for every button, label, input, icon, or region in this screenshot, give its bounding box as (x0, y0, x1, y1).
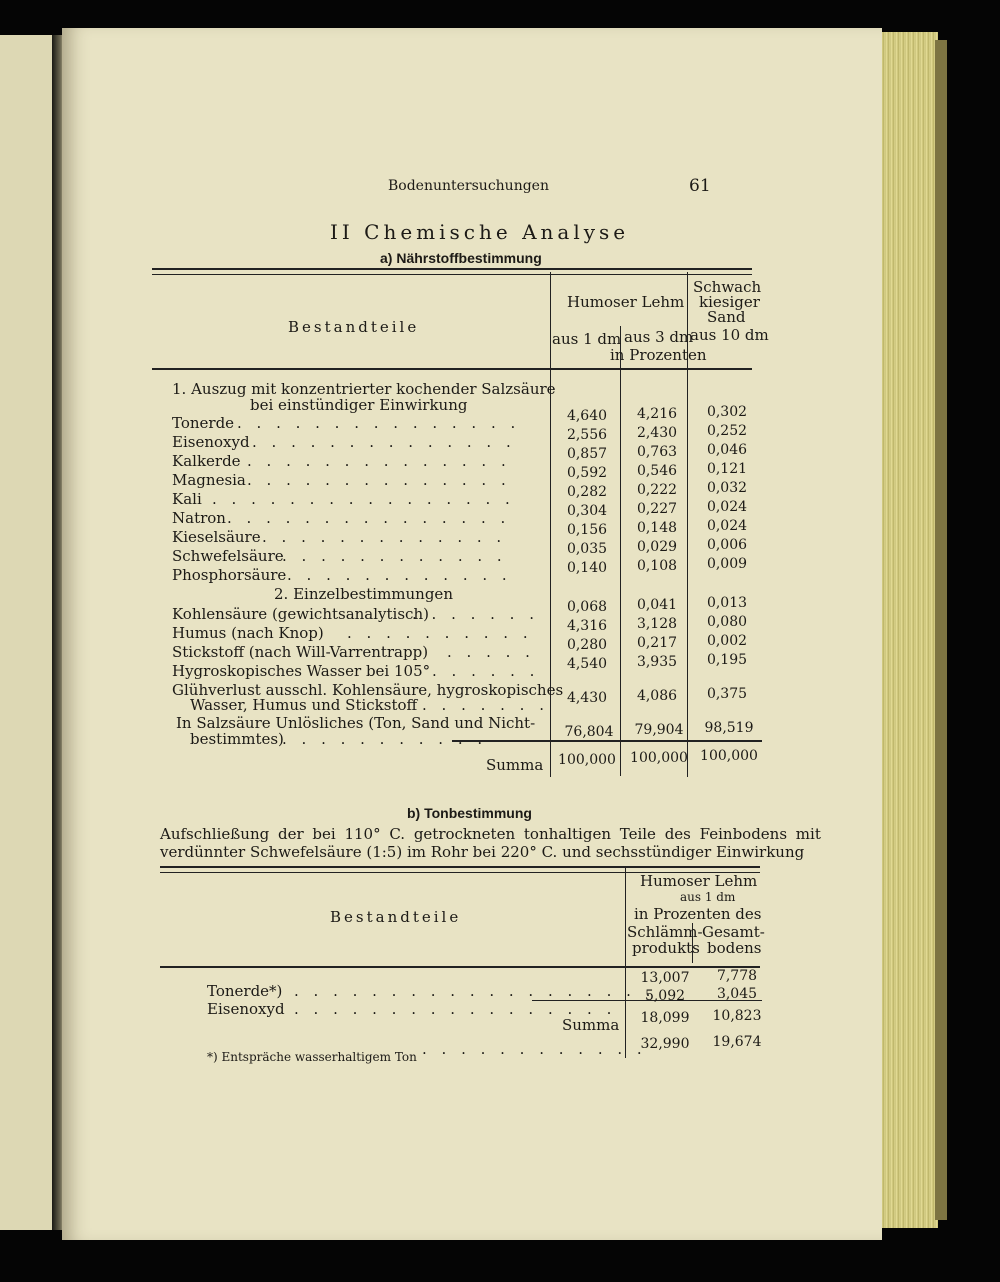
cell-1dm: 0,035 (566, 541, 608, 557)
row-label: Natron (172, 509, 226, 527)
summa-gesamt: 10,823 (712, 1008, 762, 1024)
cell-3dm: 4,086 (636, 688, 678, 704)
dot-leader: . . . . . . . . . . . . . . . . . (294, 1000, 617, 1018)
dot-leader: . . . . . . . . . . . . . . (247, 471, 511, 489)
cell-3dm: 2,430 (636, 425, 678, 441)
cell-1dm: 4,540 (566, 656, 608, 672)
row-label: Magnesia (172, 471, 246, 489)
cell-1dm: 0,280 (566, 637, 608, 653)
cell-1dm: 76,804 (564, 724, 614, 740)
table-a-col-10dm: aus 10 dm (690, 326, 769, 344)
row-label: Tonerde*) (207, 982, 283, 1000)
table-b-col-bestandteile: Bestandteile (330, 908, 462, 926)
table-a-col-schwach-3: Sand (707, 308, 746, 326)
cell-1dm: 0,304 (566, 503, 608, 519)
cell-10dm: 0,080 (706, 614, 748, 630)
cell-1dm: 2,556 (566, 427, 608, 443)
cell-3dm: 0,148 (636, 520, 678, 536)
footnote-schlaemm: 32,990 (640, 1036, 690, 1052)
cell-3dm: 0,029 (636, 539, 678, 555)
table-b-top-rule (160, 866, 760, 868)
row-label-cont: bestimmtes) (190, 730, 284, 748)
row-label: Kieselsäure (172, 528, 261, 546)
row-label: Eisenoxyd (207, 1000, 285, 1018)
dot-leader: . . . . . . . . . . . . (422, 1040, 647, 1058)
facing-page-edge (0, 35, 54, 1230)
cell-10dm: 0,375 (706, 686, 748, 702)
book-cover-edge (935, 40, 947, 1220)
cell-10dm: 0,032 (706, 480, 748, 496)
footnote: *) Entspräche wasserhaltigem Ton (207, 1050, 417, 1064)
cell-1dm: 0,282 (566, 484, 608, 500)
summa-3dm: 100,000 (630, 750, 688, 766)
cell-3dm: 0,763 (636, 444, 678, 460)
dot-leader: . . . . . . . . . . . . . . . . . . . (294, 982, 656, 1000)
page-number: 61 (689, 176, 711, 196)
dot-leader: . . . . . . . . . . . . (287, 566, 512, 584)
row-label: In Salzsäure Unlösliches (Ton, Sand und Nicht- (176, 714, 536, 732)
table-a-top-rule-thin (152, 274, 752, 275)
dot-leader: . . . . . . . . . . . . . . (247, 452, 511, 470)
table-b-intro-cont: verdünnter Schwefelsäure (1:5) im Rohr bei 220° C. und sechsstündiger Einwirkung (160, 843, 805, 861)
cell-3dm: 0,217 (636, 635, 678, 651)
cell-1dm: 4,640 (566, 408, 608, 424)
dot-leader: . . . . . . . (412, 605, 539, 623)
table-a-in-prozenten: in Prozenten (610, 346, 707, 364)
cell-10dm: 0,024 (706, 499, 748, 515)
dot-leader: . . . . . . . . . . . . . . . . (212, 490, 515, 508)
cell-1dm: 4,316 (566, 618, 608, 634)
table-a-col-3dm: aus 3 dm (624, 328, 694, 346)
cell-10dm: 0,195 (706, 652, 748, 668)
group1-heading: 1. Auszug mit konzentrierter kochender Salzsäure (172, 380, 556, 398)
table-b-col-schlaemm: Schlämm- (627, 923, 703, 941)
row-label: Humus (nach Knop) (172, 624, 324, 642)
cell-1dm: 0,068 (566, 599, 608, 615)
table-b-intro: Aufschließung der bei 110° C. getrockneten tonhaltigen Teile des Feinbodens mit (160, 825, 821, 843)
table-a-col-bestandteile: Bestandteile (288, 318, 420, 336)
summa-1dm: 100,000 (558, 752, 616, 768)
dot-leader: . . . . . . . (422, 696, 549, 714)
cell-3dm: 0,108 (636, 558, 678, 574)
dot-leader: . . . . . . . . . . (347, 624, 533, 642)
dot-leader: . . . . . (447, 643, 535, 661)
row-label: Schwefelsäure (172, 547, 284, 565)
summa-10dm: 100,000 (700, 748, 758, 764)
table-a-summa-rule (452, 740, 762, 742)
table-a-col-1dm: aus 1 dm (552, 330, 622, 348)
cell-10dm: 0,006 (706, 537, 748, 553)
dot-leader: . . . . . . . . . . . . (282, 547, 507, 565)
table-b-vline-1 (625, 868, 626, 1058)
table-a-subtitle: a) Nährstoffbestimmung (380, 250, 542, 266)
table-b-col-humoser: Humoser Lehm (640, 872, 758, 890)
cell-gesamt: 7,778 (716, 968, 758, 984)
dot-leader: . . . . . . . . . . . . . (262, 528, 507, 546)
cell-10dm: 0,009 (706, 556, 748, 572)
row-label: Eisenoxyd (172, 433, 250, 451)
cell-3dm: 79,904 (634, 722, 684, 738)
table-b-col-gesamt: Gesamt- (702, 923, 765, 941)
table-a-summa-label: Summa (486, 756, 544, 774)
cell-10dm: 0,046 (706, 442, 748, 458)
table-a-col-humoser: Humoser Lehm (567, 293, 685, 311)
row-label: Kali (172, 490, 202, 508)
cell-1dm: 0,592 (566, 465, 608, 481)
dot-leader: . . . . . . . . . . . . . . (252, 433, 516, 451)
cell-10dm: 98,519 (704, 720, 754, 736)
table-b-col-in-prozenten: in Prozenten des (634, 905, 762, 923)
row-label: Glühverlust ausschl. Kohlensäure, hygroskopisches (172, 681, 564, 699)
table-a-top-rule (152, 268, 752, 270)
cell-schlaemm: 13,007 (640, 970, 690, 986)
table-a-col-schwach-1: Schwach (693, 278, 762, 296)
summa-schlaemm: 18,099 (640, 1010, 690, 1026)
section-title: II Chemische Analyse (330, 220, 630, 244)
table-b-col-aus1dm: aus 1 dm (680, 890, 736, 904)
cell-10dm: 0,302 (706, 404, 748, 420)
dot-leader: . . . . . . (432, 662, 540, 680)
cell-1dm: 0,857 (566, 446, 608, 462)
table-b-header-rule (160, 966, 760, 968)
cell-3dm: 0,041 (636, 597, 678, 613)
cell-10dm: 0,024 (706, 518, 748, 534)
cell-3dm: 0,222 (636, 482, 678, 498)
running-title: Bodenuntersuchungen (388, 178, 549, 194)
cell-10dm: 0,002 (706, 633, 748, 649)
row-label: Tonerde (172, 414, 235, 432)
row-label: Kalkerde (172, 452, 241, 470)
group2-heading: 2. Einzelbestimmungen (274, 585, 453, 603)
group1-heading-cont: bei einstündiger Einwirkung (250, 396, 468, 414)
row-label: Stickstoff (nach Will-Varrentrapp) (172, 643, 429, 661)
cell-3dm: 3,128 (636, 616, 678, 632)
row-label-cont: Wasser, Humus und Stickstoff (190, 696, 418, 714)
table-a-col-schwach-2: kiesiger (699, 293, 760, 311)
footnote-gesamt: 19,674 (712, 1034, 762, 1050)
cell-gesamt: 3,045 (716, 986, 758, 1002)
cell-3dm: 4,216 (636, 406, 678, 422)
table-b-summa-label: Summa (562, 1016, 620, 1034)
table-a-vline-1 (550, 272, 551, 777)
table-b-col-produkts: produkts (632, 939, 700, 957)
cell-3dm: 0,227 (636, 501, 678, 517)
book-page (62, 28, 882, 1240)
cell-10dm: 0,013 (706, 595, 748, 611)
table-b-subtitle: b) Tonbestimmung (407, 805, 532, 821)
dot-leader: . . . . . . . . . . . . . . . (227, 509, 511, 527)
row-label: Hygroskopisches Wasser bei 105° (172, 662, 431, 680)
cell-3dm: 3,935 (636, 654, 678, 670)
cell-1dm: 4,430 (566, 690, 608, 706)
table-b-col-bodens: bodens (707, 939, 762, 957)
row-label: Kohlensäure (gewichtsanalytisch) (172, 605, 429, 623)
dot-leader: . . . . . . . . . . . . . . . (237, 414, 521, 432)
cell-10dm: 0,121 (706, 461, 748, 477)
cell-3dm: 0,546 (636, 463, 678, 479)
table-a-header-rule (152, 368, 752, 370)
cell-1dm: 0,140 (566, 560, 608, 576)
dot-leader: . . . . . . . . . . . (282, 730, 488, 748)
row-label: Phosphorsäure (172, 566, 287, 584)
cell-1dm: 0,156 (566, 522, 608, 538)
cell-10dm: 0,252 (706, 423, 748, 439)
cell-schlaemm: 5,092 (644, 988, 686, 1004)
page-edges (880, 32, 938, 1228)
